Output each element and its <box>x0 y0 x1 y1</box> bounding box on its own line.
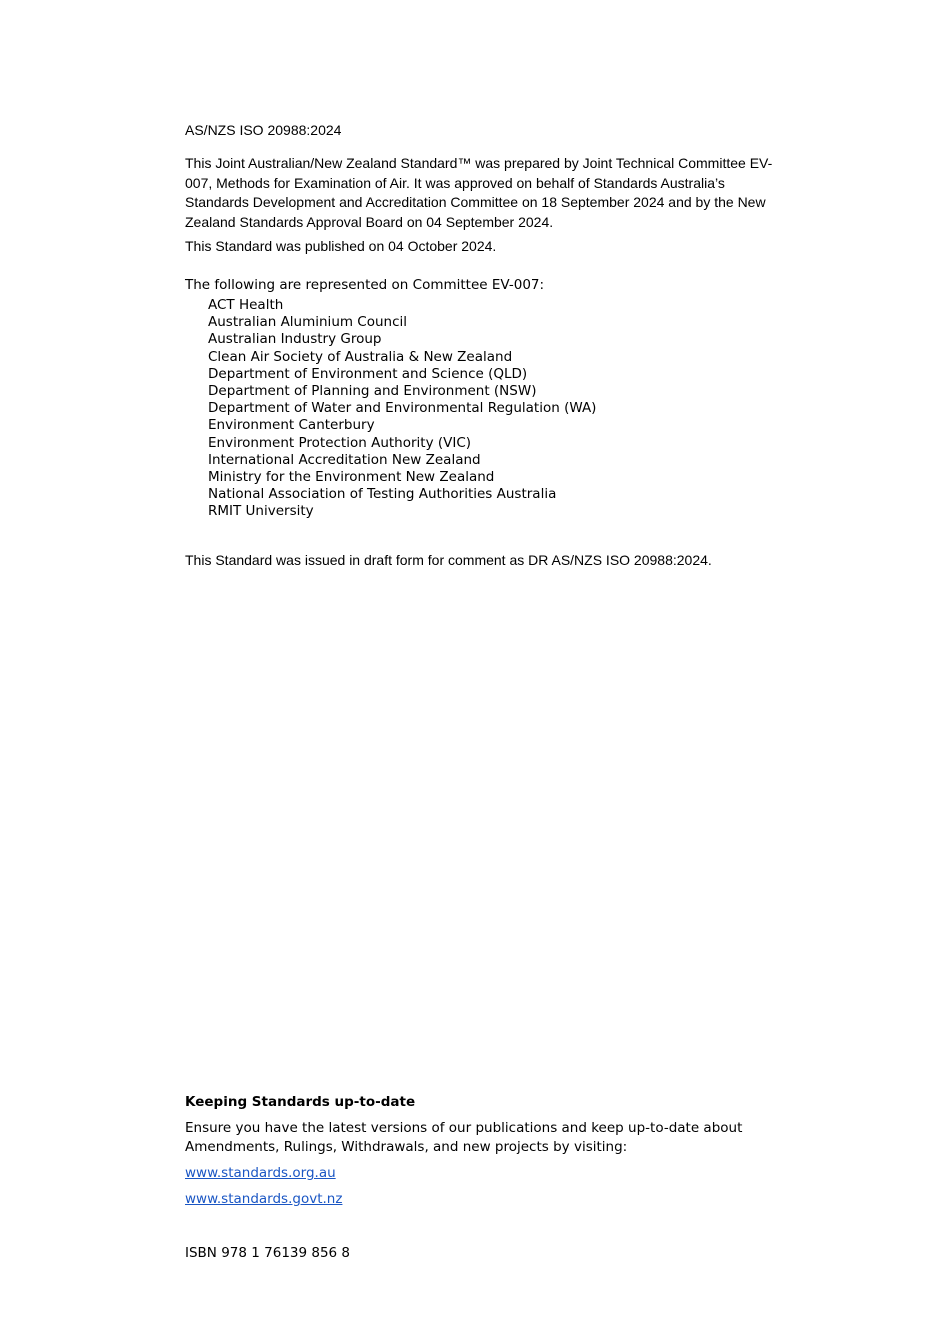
published-date-note: This Standard was published on 04 October 2024. <box>185 238 497 254</box>
document-id: AS/NZS ISO 20988:2024 <box>185 122 342 138</box>
committee-member: National Association of Testing Authorities Australia <box>208 486 557 503</box>
committee-member: Ministry for the Environment New Zealand <box>208 469 495 486</box>
draft-note: This Standard was issued in draft form for comment as DR AS/NZS ISO 20988:2024. <box>185 552 712 568</box>
committee-member: Australian Aluminium Council <box>208 314 408 331</box>
committee-member: Department of Water and Environmental Regulation (WA) <box>208 400 597 417</box>
committee-intro: The following are represented on Committee EV-007: <box>185 277 545 293</box>
committee-member: Department of Planning and Environment (NSW) <box>208 383 537 400</box>
committee-member: Australian Industry Group <box>208 331 382 348</box>
keeping-up-to-date-heading: Keeping Standards up-to-date <box>185 1094 416 1110</box>
standards-australia-link[interactable]: www.standards.org.au <box>185 1165 336 1181</box>
standards-new-zealand-link[interactable]: www.standards.govt.nz <box>185 1191 343 1207</box>
committee-member-list <box>208 297 768 521</box>
committee-member: International Accreditation New Zealand <box>208 451 481 468</box>
isbn: ISBN 978 1 76139 856 8 <box>185 1245 351 1261</box>
preparation-paragraph: This Joint Australian/New Zealand Standard™ was prepared by Joint Technical Committee EV-007, Methods for Examination of Air. It was approved on behalf of Standards Australia’s Standards Development and Accreditation Committee on 18 September 2024 and by the New Zealand Standards Approval Board on 04 September 2024. <box>185 155 773 230</box>
committee-member: Environment Protection Authority (VIC) <box>208 434 472 451</box>
committee-member: Clean Air Society of Australia & New Zealand <box>208 348 513 365</box>
committee-member: Department of Environment and Science (QLD) <box>208 365 528 382</box>
committee-member: ACT Health <box>208 297 284 313</box>
committee-member: Environment Canterbury <box>208 417 375 434</box>
committee-member: RMIT University <box>208 503 314 520</box>
keeping-up-to-date-text: Ensure you have the latest versions of our publications and keep up-to-date about Amendments, Rulings, Withdrawals, and new projects by visiting: <box>185 1120 743 1155</box>
